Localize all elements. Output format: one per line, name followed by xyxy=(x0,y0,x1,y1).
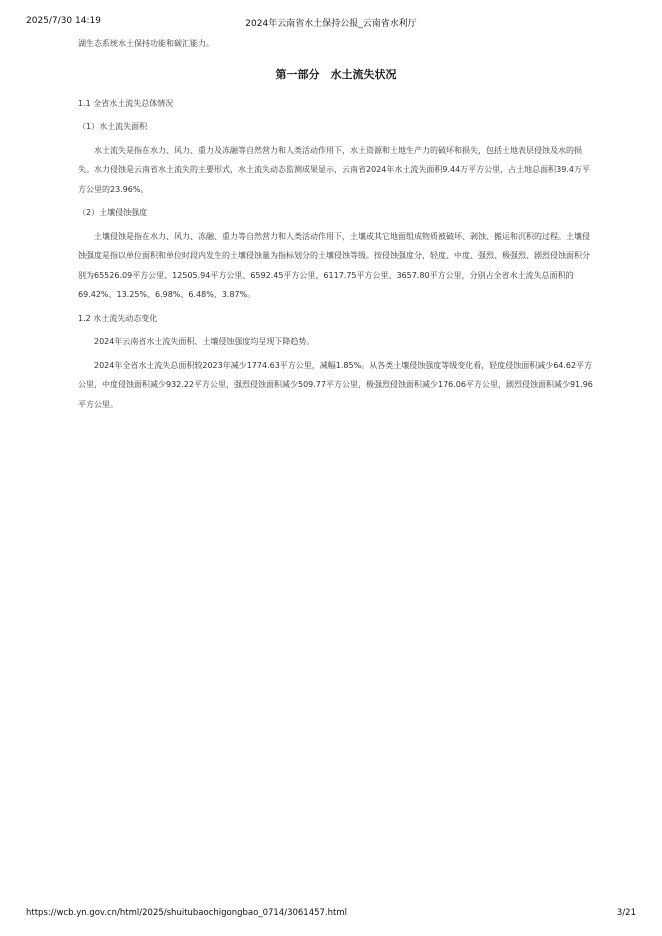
paragraph-change-details: 2024年全省水土流失总面积较2023年减少1774.63平方公里，减幅1.85%。从各类土壤侵蚀强度等级变化看，轻度侵蚀面积减少64.62平方公里，中度侵蚀面积减少932.22平方公里，强烈侵蚀面积减少509.77平方公里，极强烈侵蚀面积减少176.06平方公里，剧烈侵蚀面积减少91.96平方公里。 xyxy=(78,360,593,409)
heading-1-1-2: （2）土壤侵蚀强度 xyxy=(78,208,148,217)
print-datetime: 2025/7/30 14:19 xyxy=(26,16,101,26)
section-title: 第一部分 水土流失状况 xyxy=(275,67,397,81)
document-body xyxy=(78,34,594,418)
print-footer xyxy=(26,908,636,922)
heading-1-2: 1.2 水土流失动态变化 xyxy=(78,313,158,323)
page-number: 3/21 xyxy=(616,908,636,918)
paragraph-erosion-intensity: 土壤侵蚀是指在水力、风力、冻融、重力等自然营力和人类活动作用下，土壤或其它地面组成物质被破坏、剥蚀、搬运和沉积的过程。土壤侵蚀强度是指以单位面积和单位时段内发生的土壤侵蚀量为指标划分的土壤侵蚀等级。按侵蚀强度分，轻度、中度、强烈、极强烈、剧烈侵蚀面积分别为65526.09平方公里、12505.94平方公里、6592.45平方公里、6117.75平方公里、3657.80平方公里，分别占全省水土流失总面积的69.42%、13.25%、6.98%、6.48%、3.87%。 xyxy=(78,231,590,299)
continuation-text: 湖生态系统水土保持功能和碳汇能力。 xyxy=(78,39,214,48)
heading-1-1: 1.1 全省水土流失总体情况 xyxy=(78,98,174,108)
paragraph-soil-loss-area: 水土流失是指在水力、风力、重力及冻融等自然营力和人类活动作用下，水土资源和土地生产力的破坏和损失，包括土地表层侵蚀及水的损失。水力侵蚀是云南省水土流失的主要形式，水土流失动态监测成果显示，云南省2024年水土流失面积9.44万平方公里，占土地总面积39.4万平方公里的23.96%。 xyxy=(78,145,590,194)
print-header xyxy=(26,16,636,30)
page-url: https://wcb.yn.gov.cn/html/2025/shuitubaochigongbao_0714/3061457.html xyxy=(26,908,347,918)
print-page-title: 2024年云南省水土保持公报_云南省水利厅 xyxy=(245,19,417,29)
paragraph-trend: 2024年云南省水土流失面积、土壤侵蚀强度均呈现下降趋势。 xyxy=(94,337,315,346)
heading-1-1-1: （1）水土流失面积 xyxy=(78,122,148,131)
